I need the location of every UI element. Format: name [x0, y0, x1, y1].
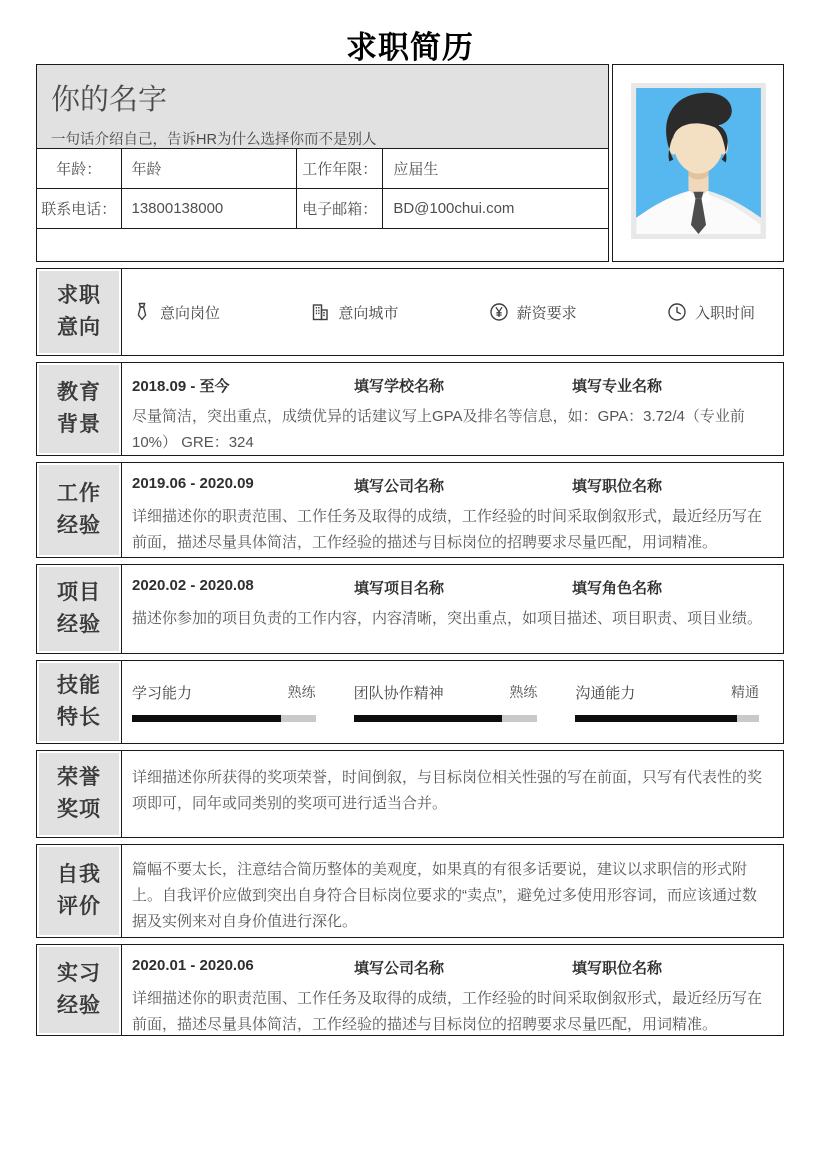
section-skills — [36, 660, 784, 744]
work-company: 填写公司名称 — [354, 478, 445, 495]
skill-name: 沟通能力 — [575, 685, 636, 702]
skill-item — [354, 682, 538, 722]
education-major: 填写专业名称 — [572, 378, 663, 395]
age-label: 年龄： — [37, 149, 121, 189]
phone-value: 13800138000 — [121, 189, 297, 229]
empty-row — [37, 229, 608, 261]
section-education — [36, 362, 784, 456]
clock-icon — [667, 302, 687, 322]
section-label-line: 评价 — [57, 895, 101, 918]
email-value: BD@100chui.com — [383, 189, 608, 229]
skill-name: 学习能力 — [132, 685, 193, 702]
education-description: 尽量简洁，突出重点，成绩优异的话建议写上GPA及排名等信息，如：GPA：3.72/4（专业前10%） GRE：324 — [132, 408, 745, 451]
section-label-line: 奖项 — [57, 798, 101, 821]
skill-item — [132, 682, 316, 722]
project-heading — [132, 577, 769, 598]
intention-item-label: 意向城市 — [338, 304, 399, 322]
section-label-line: 求职 — [57, 284, 101, 307]
section-label-line: 背景 — [57, 413, 101, 436]
yen-icon — [489, 302, 509, 322]
building-icon — [310, 302, 330, 322]
internship-heading — [132, 957, 769, 978]
tie-icon — [132, 302, 152, 322]
section-label-line: 项目 — [57, 581, 101, 604]
work-years-label: 工作年限： — [297, 149, 383, 189]
self-evaluation-description: 篇幅不要太长，注意结合简历整体的美观度，如果真的有很多话要说，建议以求职信的形式附上。自我评价应做到突出自身符合目标岗位要求的“卖点”，避免过多使用形容词，而应该通过数据及实例来对自身价值进行深化。 — [132, 861, 757, 930]
candidate-tagline: 一句话介绍自己，告诉HR为什么选择你而不是别人 — [51, 132, 377, 148]
honors-description: 详细描述你所获得的奖项荣誉，时间倒叙，与目标岗位相关性强的写在前面，只写有代表性的奖项即可，同年或同类别的奖项可进行适当合并。 — [132, 769, 763, 812]
section-label-line: 荣誉 — [57, 766, 101, 789]
section-label-line: 经验 — [57, 514, 101, 537]
work-position: 填写职位名称 — [572, 478, 663, 495]
section-label-line: 经验 — [57, 613, 101, 636]
avatar — [631, 83, 766, 244]
header-info-block — [36, 64, 609, 262]
skill-name: 团队协作精神 — [353, 685, 444, 702]
photo-cell — [612, 64, 784, 262]
internship-company: 填写公司名称 — [354, 960, 445, 977]
work-heading — [132, 475, 769, 496]
skill-list — [132, 682, 769, 722]
project-role: 填写角色名称 — [572, 580, 663, 597]
internship-date: 2020.01 - 2020.06 — [132, 957, 254, 974]
section-label-line: 实习 — [57, 962, 101, 985]
education-date: 2018.09 - 至今 — [132, 378, 230, 395]
intention-item-label: 薪资要求 — [516, 304, 577, 322]
work-date: 2019.06 - 2020.09 — [132, 475, 254, 492]
skill-bar — [132, 715, 316, 722]
internship-position: 填写职位名称 — [572, 960, 663, 977]
intention-items — [132, 302, 769, 323]
project-date: 2020.02 - 2020.08 — [132, 577, 254, 594]
candidate-name: 你的名字 — [51, 84, 168, 116]
section-label-line: 工作 — [57, 482, 101, 505]
skill-level: 精通 — [731, 684, 759, 700]
basic-info-table — [37, 148, 608, 229]
name-block — [37, 65, 608, 148]
skill-level: 熟练 — [509, 684, 538, 700]
section-self-evaluation — [36, 844, 784, 938]
intention-item-salary — [489, 302, 577, 323]
phone-label: 联系电话： — [37, 189, 121, 229]
skill-bar — [575, 715, 759, 722]
section-internship — [36, 944, 784, 1036]
intention-item-label: 意向岗位 — [160, 304, 221, 322]
email-label: 电子邮箱： — [297, 189, 383, 229]
internship-description: 详细描述你的职责范围、工作任务及取得的成绩，工作经验的时间采取倒叙形式，最近经历写在前面，描述尽量具体简洁，工作经验的描述与目标岗位的招聘要求尽量匹配，用词精准。 — [132, 990, 763, 1033]
education-school: 填写学校名称 — [354, 378, 445, 395]
work-years-value: 应届生 — [383, 149, 608, 189]
section-project-experience — [36, 564, 784, 654]
section-work-experience — [36, 462, 784, 558]
section-label-line: 意向 — [57, 316, 101, 339]
table-row — [37, 149, 608, 189]
skill-item — [575, 682, 759, 722]
skill-level: 熟练 — [287, 684, 316, 700]
intention-item-label: 入职时间 — [694, 304, 755, 322]
page-title: 求职简历 — [346, 30, 474, 65]
section-label-line: 自我 — [57, 863, 101, 886]
resume-content — [36, 64, 784, 1036]
section-label-line: 教育 — [57, 381, 101, 404]
project-name: 填写项目名称 — [354, 580, 445, 597]
work-description: 详细描述你的职责范围、工作任务及取得的成绩，工作经验的时间采取倒叙形式，最近经历写在前面，描述尽量具体简洁，工作经验的描述与目标岗位的招聘要求尽量匹配，用词精准。 — [132, 508, 763, 551]
section-job-intention — [36, 268, 784, 356]
section-honors — [36, 750, 784, 838]
section-label-line: 技能 — [57, 674, 101, 697]
table-row — [37, 189, 608, 229]
project-description: 描述你参加的项目负责的工作内容，内容清晰，突出重点，如项目描述、项目职责、项目业绩。 — [132, 610, 763, 627]
age-value: 年龄 — [121, 149, 297, 189]
section-label-line: 特长 — [57, 706, 101, 729]
skill-bar — [354, 715, 538, 722]
header — [36, 64, 784, 262]
intention-item-start-date — [667, 302, 755, 323]
section-label-line: 经验 — [57, 994, 101, 1017]
section-label — [37, 269, 121, 355]
intention-item-position — [132, 302, 220, 323]
intention-item-city — [310, 302, 398, 323]
education-heading — [132, 375, 769, 396]
